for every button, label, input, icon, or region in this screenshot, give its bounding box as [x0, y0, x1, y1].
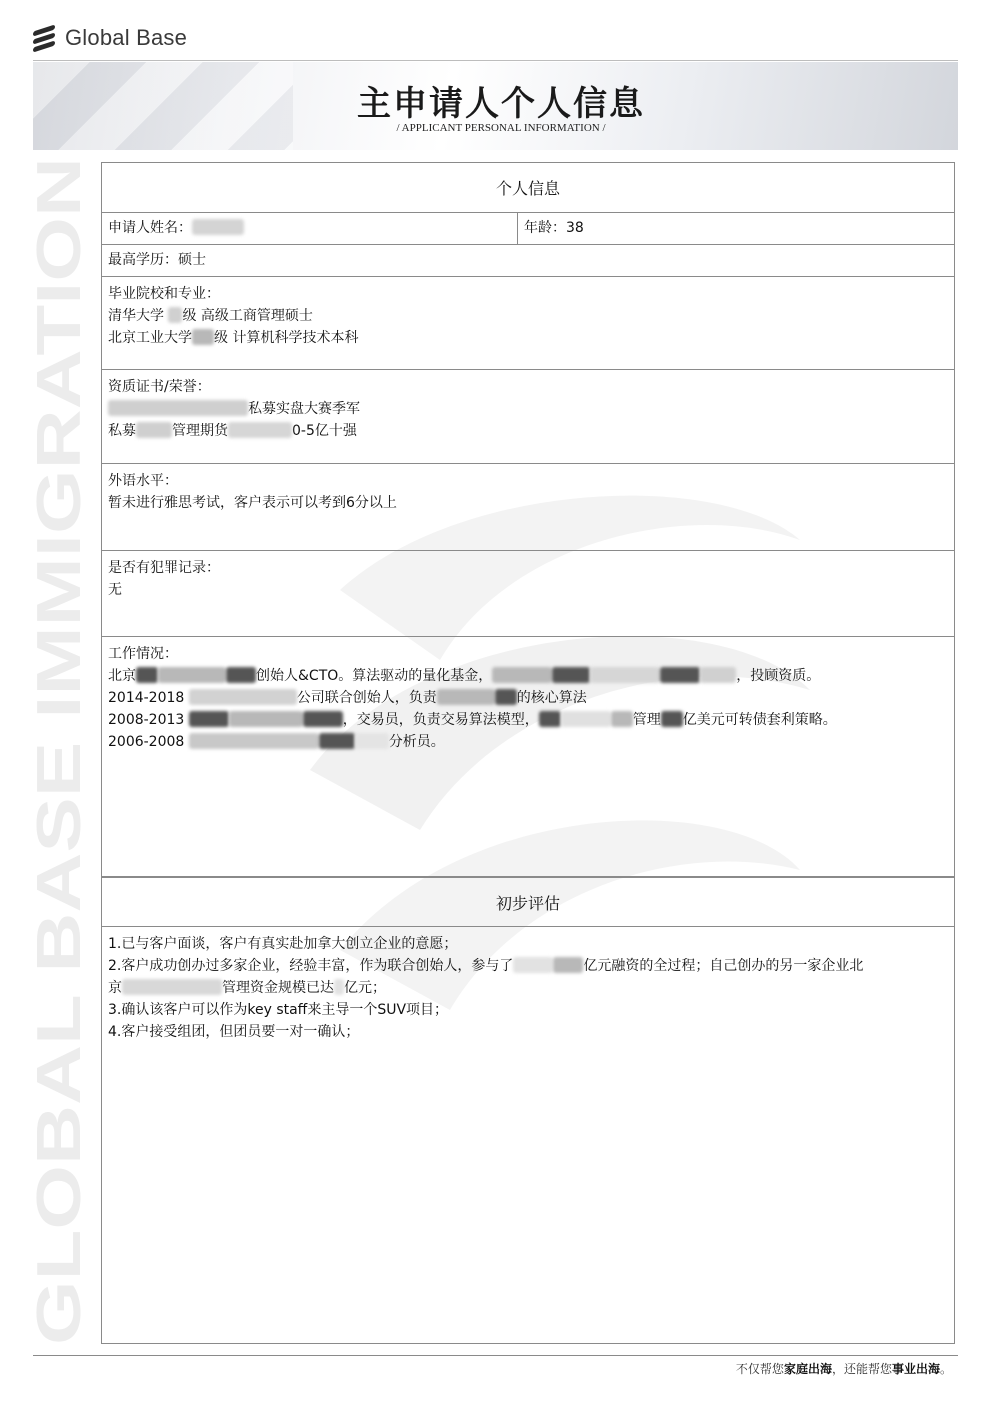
age-cell: [518, 213, 954, 244]
assessment-line-1: 1.已与客户面谈，客户有真实赴加拿大创立企业的意愿；: [108, 936, 458, 952]
certificates-label: 资质证书/荣誉：: [108, 379, 211, 395]
name-age-row: [101, 213, 955, 245]
footer-divider: [33, 1355, 958, 1356]
assessment-line-4: 4.客户接受组团，但团员要一对一确认；: [108, 1024, 360, 1040]
page-subtitle: / APPLICANT PERSONAL INFORMATION /: [396, 122, 606, 134]
logo-mark-icon: [33, 26, 59, 50]
side-watermark: [25, 155, 94, 1345]
section-title: 个人信息: [495, 179, 560, 198]
top-divider: [33, 60, 958, 61]
school-label: 毕业院校和专业：: [108, 286, 220, 302]
name-cell: [102, 213, 518, 244]
work-label: 工作情况：: [108, 646, 178, 662]
criminal-record-text: 无: [108, 582, 122, 598]
logo-text: Global Base: [65, 25, 188, 50]
school-line-2: 北京工业大学 级 计算机科学技术本科: [108, 330, 359, 346]
work-line-1: 北京 创始人&CTO。算法驱动的量化基金， ，投顾资质。: [108, 668, 821, 684]
global-base-logo: [33, 24, 187, 52]
work-history-row: [101, 637, 955, 877]
age-text: 年龄：38: [524, 220, 584, 236]
side-watermark-text: GLOBAL BASE IMMIGRATION: [25, 458, 94, 1345]
section-personal-info: [101, 163, 955, 213]
assessment-line-2-cont: 京 管理资金规模已达 亿元；: [108, 980, 386, 996]
footer-slogan: 不仅帮您家庭出海，还能帮您事业出海。: [735, 1362, 952, 1376]
assessment-line-2: 2.客户成功创办过多家企业，经验丰富，作为联合创始人，参与了 亿元融资的全过程；自己创办的另一家企业北: [108, 958, 864, 974]
education-row: [101, 245, 955, 277]
language-label: 外语水平：: [108, 473, 178, 489]
assessment-body: [101, 927, 955, 1344]
language-row: [101, 464, 955, 551]
certificate-line-1: 私募实盘大赛季军: [108, 398, 948, 420]
criminal-record-row: [101, 551, 955, 637]
work-line-3: 2008-2013 ，交易员，负责交易算法模型， 管理 亿美元可转债套利策略。: [108, 712, 837, 728]
work-line-4: 2006-2008 分析员。: [108, 734, 445, 750]
certificate-line-2: 私募 管理期货 0-5亿十强: [108, 423, 357, 439]
criminal-record-label: 是否有犯罪记录：: [108, 560, 220, 576]
section-assessment: [101, 877, 955, 927]
education-text: 最高学历：硕士: [108, 252, 206, 268]
page-title: 主申请人个人信息: [357, 84, 645, 124]
redacted-name: [192, 219, 244, 235]
certificates-row: [101, 370, 955, 464]
school-line-1: 清华大学 级 高级工商管理硕士: [108, 308, 313, 324]
assessment-line-3: 3.确认该客户可以作为key staff来主导一个SUV项目；: [108, 1002, 449, 1018]
language-text: 暂未进行雅思考试，客户表示可以考到6分以上: [108, 495, 397, 511]
school-row: [101, 277, 955, 370]
name-label: 申请人姓名：: [108, 220, 192, 236]
assessment-title: 初步评估: [495, 893, 560, 913]
work-line-2: 2014-2018 公司联合创始人，负责 的核心算法: [108, 690, 587, 706]
